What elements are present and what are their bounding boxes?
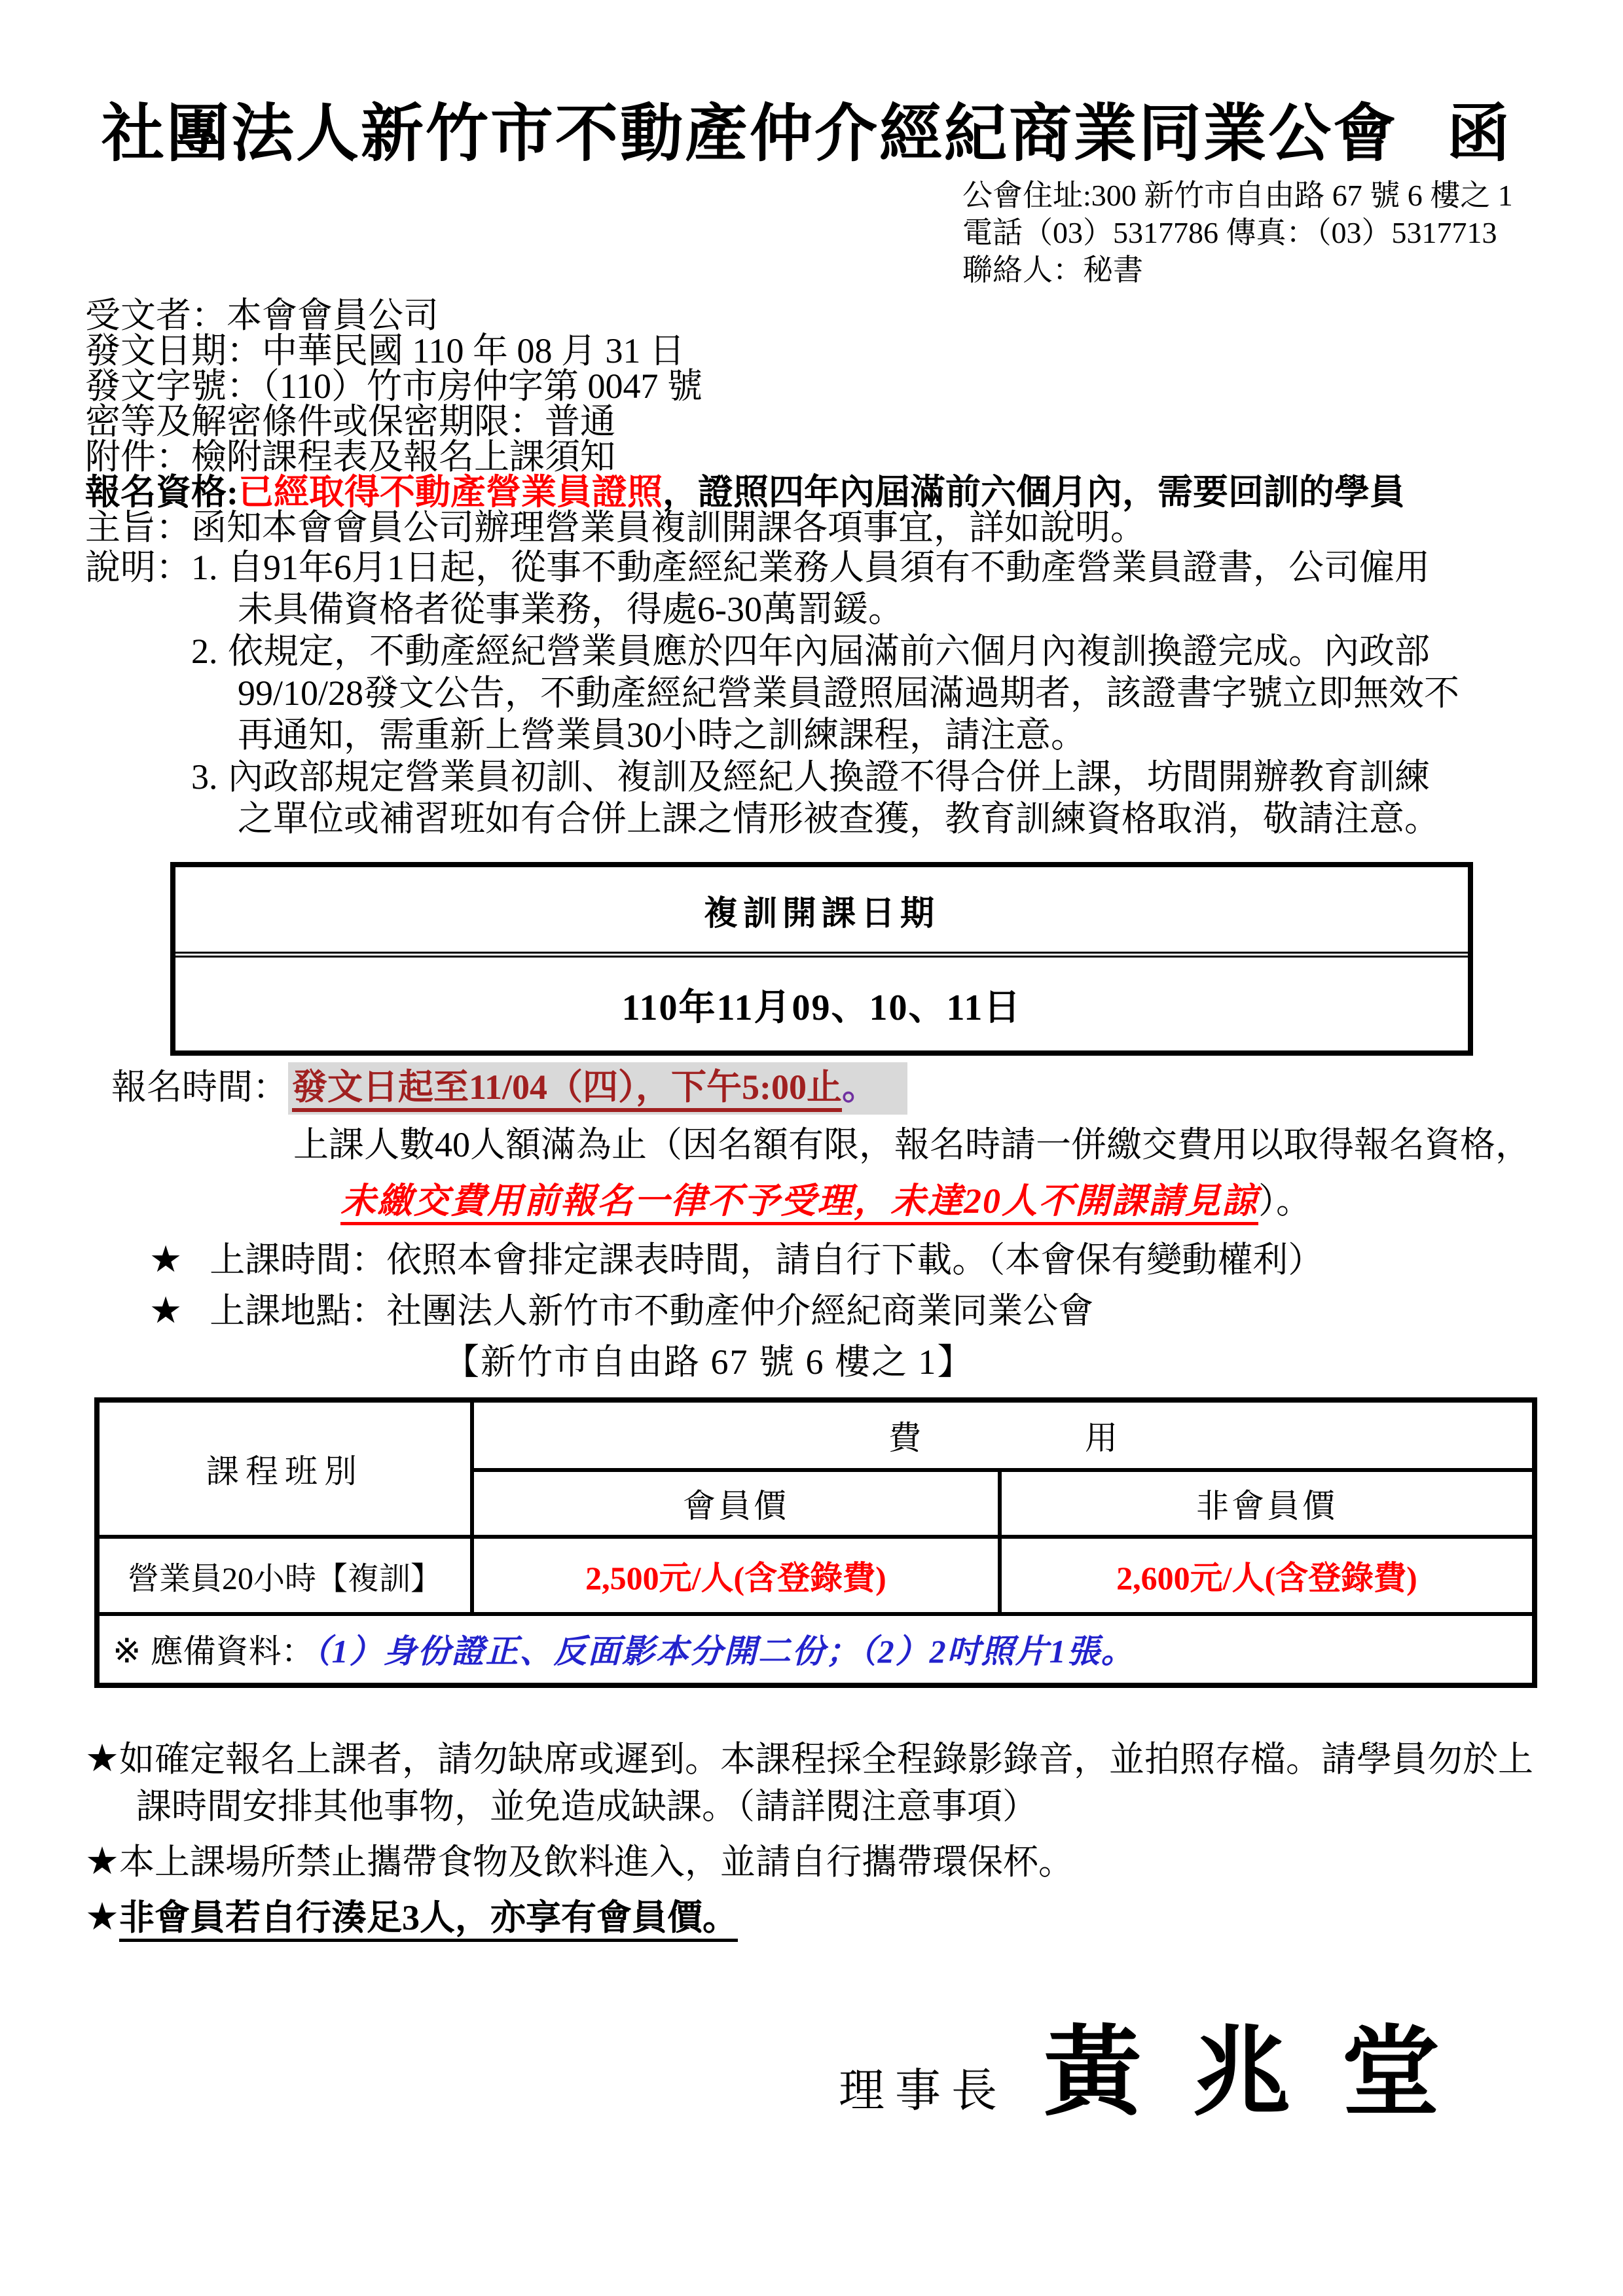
explanation-section	[85, 547, 1538, 840]
item-number: 2.	[191, 632, 218, 672]
star-icon: ★	[149, 1291, 183, 1332]
nonmember-price-header: 非會員價	[1000, 1470, 1535, 1537]
document-title-row	[101, 98, 1538, 170]
required-documents-label: 應備資料：	[150, 1633, 314, 1670]
footnote-attendance	[85, 1735, 1538, 1830]
registration-warning-suffix: ）。	[1258, 1181, 1311, 1221]
issue-date-line: 發文日期：中華民國 110 年 08 月 31 日	[85, 331, 685, 371]
org-address: 公會住址:300 新竹市自由路 67 號 6 樓之 1	[962, 179, 1513, 213]
explanation-items	[191, 547, 1538, 840]
reference-mark-icon: ※	[113, 1633, 141, 1671]
registration-deadline: 發文日起至11/04（四），下午5:00止	[292, 1067, 843, 1107]
registration-label: 報名時間：	[111, 1067, 288, 1107]
schedule-box-header: 複訓開課日期	[175, 867, 1468, 958]
explanation-item	[191, 630, 1538, 756]
recipient-line: 受文者：本會會員公司	[85, 296, 439, 336]
subject-line: 主旨：函知本會會員公司辦理營業員複訓開課各項事宜，詳如說明。	[85, 508, 1146, 548]
explanation-line: 再通知，需重新上營業員30小時之訓練課程，請注意。	[238, 715, 1086, 755]
attachment-line: 附件：檢附課程表及報名上課須知	[85, 437, 615, 477]
nonmember-price-cell: 2,600元/人(含登錄費)	[1000, 1537, 1535, 1614]
org-contact-person: 聯絡人：秘書	[962, 253, 1143, 287]
explanation-line: 依規定，不動產經紀營業員應於四年內屆滿前六個月內複訓換證完成。內政部	[228, 632, 1430, 672]
org-contact-block	[962, 177, 1538, 289]
registration-deadline-period: 。	[842, 1067, 878, 1107]
qualification-rest: ，證照四年內屆滿前六個月內，需要回訓的學員	[662, 473, 1405, 512]
explanation-line: 內政部規定營業員初訓、複訓及經紀人換證不得合併上課，坊間開辦教育訓練	[228, 757, 1430, 797]
registration-warning: 未繳交費用前報名一律不予受理，未達20人不開課請見諒	[340, 1181, 1258, 1221]
course-time-text: 上課時間：依照本會排定課表時間，請自行下載。（本會保有變動權利）	[210, 1240, 1324, 1280]
course-info-bullets	[149, 1239, 1538, 1383]
footnote-text: 非會員若自行湊足3人，亦享有會員價。	[119, 1898, 738, 1938]
chairman-name: 黃 兆 堂	[1043, 2019, 1453, 2128]
org-title: 社團法人新竹市不動產仲介經紀商業同業公會	[101, 99, 1398, 169]
footnote-nonmember-discount	[85, 1893, 1538, 1941]
qualification-line	[85, 475, 1538, 510]
fee-table-header-row	[97, 1400, 1535, 1470]
org-phone-fax: 電話（03）5317786 傳真：（03）5317713	[962, 216, 1497, 250]
chairman-title: 理事長	[838, 2066, 1008, 2117]
document-meta	[85, 296, 1538, 548]
star-icon: ★	[85, 1895, 119, 1939]
signature-block	[85, 2020, 1453, 2128]
fee-table-note-row	[97, 1614, 1535, 1685]
course-type-header: 課程班別	[97, 1400, 472, 1537]
star-icon: ★	[85, 1737, 119, 1780]
fee-table	[94, 1397, 1537, 1688]
qualification-highlight: 已經取得不動產營業員證照	[238, 473, 663, 512]
star-icon: ★	[85, 1840, 119, 1883]
explanation-item	[191, 756, 1538, 840]
explanation-line: 99/10/28發文公告，不動產經紀營業員證照屆滿過期者，該證書字號立即無效不	[238, 673, 1460, 713]
explanation-line: 之單位或補習班如有合併上課之情形被查獲，教育訓練資格取消，敬請注意。	[238, 799, 1440, 839]
required-documents-cell	[97, 1614, 1535, 1685]
registration-deadline-line	[111, 1066, 1538, 1108]
explanation-item	[191, 547, 1538, 630]
doc-type-label: 函	[1447, 99, 1510, 169]
member-price-cell: 2,500元/人(含登錄費)	[472, 1537, 1000, 1614]
footnote-text: 課時間安排其他事物，並免造成缺課。（請詳閱注意事項）	[136, 1787, 1038, 1827]
course-name-cell: 營業員20小時【複訓】	[97, 1537, 472, 1614]
required-documents-detail: （1）身份證正、反面影本分開二份；（2）2吋照片1張。	[314, 1633, 1135, 1670]
course-time-bullet	[149, 1239, 1538, 1281]
footnotes-section	[85, 1735, 1538, 1941]
qualification-label: 報名資格:	[85, 473, 238, 512]
schedule-box	[170, 862, 1473, 1056]
footnote-text: 本上課場所禁止攜帶食物及飲料進入，並請自行攜帶環保杯。	[119, 1842, 1074, 1882]
doc-number-line: 發文字號：（110）竹市房仲字第 0047 號	[85, 367, 702, 406]
schedule-box-date: 110年11月09、10、11日	[621, 988, 1022, 1029]
star-icon: ★	[149, 1240, 183, 1281]
fee-table-data-row	[97, 1537, 1535, 1614]
course-location-detail: 【新竹市自由路 67 號 6 樓之 1】	[444, 1342, 974, 1382]
course-location-bullet	[149, 1290, 1538, 1332]
item-number: 1.	[191, 548, 218, 588]
registration-warning-line	[340, 1180, 1538, 1222]
item-number: 3.	[191, 757, 218, 797]
registration-highlight	[288, 1062, 907, 1115]
explanation-line: 自91年6月1日起，從事不動產經紀業務人員須有不動產營業員證書，公司僱用	[228, 548, 1430, 588]
member-price-header: 會員價	[472, 1470, 1000, 1537]
fee-header: 費 用	[472, 1400, 1535, 1470]
footnote-text: 如確定報名上課者，請勿缺席或遲到。本課程採全程錄影錄音，並拍照存檔。請學員勿於上	[119, 1740, 1533, 1780]
registration-capacity-line: 上課人數40人額滿為止（因名額有限，報名時請一併繳交費用以取得報名資格，	[293, 1125, 1531, 1165]
explanation-label: 說明：	[85, 548, 191, 588]
course-location-text: 上課地點：社團法人新竹市不動產仲介經紀商業同業公會	[210, 1291, 1094, 1331]
explanation-line: 未具備資格者從事業務，得處6-30萬罰鍰。	[238, 590, 903, 630]
security-line: 密等及解密條件或保密期限：普通	[85, 402, 615, 442]
footnote-no-food	[85, 1838, 1538, 1886]
